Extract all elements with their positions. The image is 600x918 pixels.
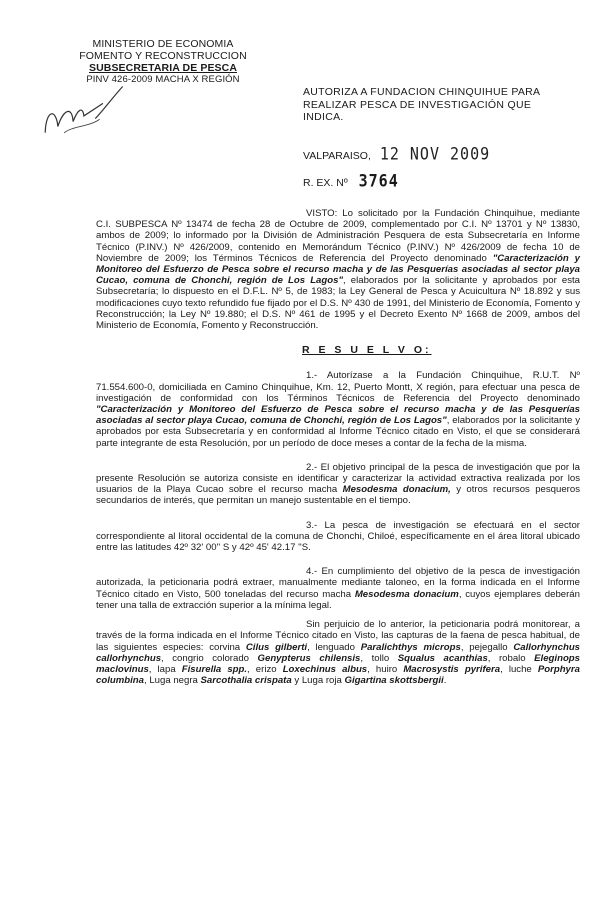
spacer	[96, 611, 580, 619]
species-list-text: , robalo	[487, 652, 535, 664]
section-2-text-2: y otros recursos pesqueros secundarios de interés, que permitan un manejo sustentable en el tiempo.	[96, 484, 580, 507]
species-name: Sarcothalia crispata	[200, 675, 292, 687]
species-list-text: , pejegallo	[460, 641, 514, 653]
species-list-text: , lenguado	[307, 641, 361, 653]
resolution-number: 3764	[358, 170, 399, 192]
species-name: Squalus acanthias	[397, 652, 488, 664]
species-name: Callorhynchus callorhynchus	[96, 641, 581, 664]
section-4-text-1: 4.- En cumplimiento del objetivo de la pesca de investigación autorizada, la peticionaria podrá extraer, manualmente mediante taloneo, en la forma indicada en el Informe Técnico citado en Visto, 500 toneladas del recurso macha	[96, 566, 580, 600]
species-name: Porphyra columbina	[96, 663, 580, 687]
species-list-text: , congrio colorado	[161, 652, 258, 664]
resolution-subject: AUTORIZA A FUNDACION CHINQUIHUE PARA REALIZAR PESCA DE INVESTIGACIÓN QUE INDICA.	[303, 86, 540, 123]
section-5-paragraph	[96, 619, 580, 686]
letterhead	[68, 38, 258, 86]
section-2-text-1: 2.- El objetivo principal de la pesca de investigación que por la presente Resolución se autoriza consiste en identificar y caracterizar la actividad extractiva realizada por los usuarios de la Playa Cucao sobre el recurso macha	[96, 461, 580, 496]
ministry-line-1: MINISTERIO DE ECONOMIA	[92, 38, 234, 50]
spacer	[96, 507, 580, 520]
spacer	[96, 449, 580, 462]
ministry-line-2: FOMENTO Y RECONSTRUCCION	[79, 50, 247, 62]
species-list-text: , huiro	[367, 663, 404, 675]
species-list-text: , Luga negra	[143, 675, 201, 687]
section-1-text-2: , elaborados por la solicitante y aprobados por esta Subsecretaría y en conformidad al Informe Técnico citado en Visto, el que se considerará parte integrante de esta Resolución, por un período de doce meses a contar de la fecha de la misma.	[96, 415, 580, 449]
place-date-line	[303, 145, 490, 163]
place-label: VALPARAISO,	[303, 150, 371, 162]
species-list-text: , lapa	[148, 663, 182, 675]
visto-text-1: VISTO: Lo solicitado por la Fundación Chinquihue, mediante C.I. SUBPESCA Nº 13474 de fecha 28 de Octubre de 2009, complementado por C.I. Nº 13701 y Nº 13830, ambos de 2009; lo informado por la División de Administración Pesquera de esta Subsecretaría en Informe Técnico (P.INV.) Nº 426/2009, contenido en Memorándum Técnico (P.INV.) Nº 426/2009 de fecha 10 de Noviembre de 2009; los Términos Técnicos de Referencia del Proyecto denominado	[96, 208, 580, 264]
species-list-text: , tollo	[360, 652, 398, 664]
subsecretaria-line: SUBSECRETARIA DE PESCA	[88, 62, 238, 74]
reference-line: PINV 426-2009 MACHA X REGIÓN	[86, 74, 240, 85]
species-name: Eleginops maclovinus	[96, 652, 580, 675]
species-list-text: Sin perjuicio de lo anterior, la peticionaria podrá monitorear, a través de la forma indicada en el Informe Técnico citado en Visto, las capturas de la faena de pesca habitual, de las siguientes especies: corvina	[96, 619, 580, 653]
section-3-paragraph: 3.- La pesca de investigación se efectuará en el sector correspondiente al litoral occidental de la comuna de Chonchi, Chiloé, específicamente en el área litoral ubicado entre las latitudes 42º 32' 00'' S y 42º 45' 42.17 ''S.	[96, 519, 580, 554]
species-name: Loxechinus albus	[282, 663, 368, 675]
resolution-number-line	[303, 172, 399, 190]
species-name: Paralichthys microps	[360, 641, 461, 653]
species-name: Cilus gilberti	[245, 641, 308, 653]
resuelvo-heading	[302, 345, 580, 356]
species-list-text: y Luga roja	[291, 675, 345, 687]
section-1-text-1: 1.- Autorízase a la Fundación Chinquihue, R.U.T. Nº 71.554.600-0, domiciliada en Camino Chinquihue, Km. 12, Puerto Montt, X región, para efectuar una pesca de investigación de conformidad con los Términos Técnicos de Referencia del Proyecto denominado	[96, 370, 580, 404]
visto-text-2: , elaborados por la solicitante y aprobados por esta Subsecretaría; lo dispuesto en el D.F.L. Nº 5, de 1983; la Ley General de Pesca y Acuicultura Nº 18.892 y sus modificaciones cuyo texto refundido fue fijado por el D.S. Nº 430 de 1991, del Ministerio de Economía, Fomento y Reconstrucción; la Ley Nº 19.880; el D.S. Nº 461 de 1995 y el Decreto Exento Nº 1668 de 2009, ambos del Ministerio de Economía, Fomento y Reconstrucción.	[96, 275, 581, 332]
resolution-label: R. EX. Nº	[303, 177, 348, 189]
species-name: Macrosystis pyrifera	[403, 663, 501, 675]
date-stamp: 12 NOV 2009	[379, 144, 491, 164]
section-4-text-2: , cuyos ejemplares deberán tener una talla de extracción superior a la mínima legal.	[96, 588, 580, 611]
section-2-species: Mesodesma donacium,	[342, 484, 451, 496]
section-4-paragraph	[96, 566, 580, 611]
species-list-text: .	[443, 675, 447, 687]
resuelvo-heading-text: R E S U E L V O:	[302, 344, 432, 357]
species-list-text: , luche	[500, 663, 538, 675]
visto-paragraph	[96, 208, 580, 331]
species-name: Gigartina skottsbergii	[344, 675, 444, 687]
species-list-text: , erizo	[247, 663, 283, 675]
section-1-paragraph	[96, 370, 580, 448]
spacer	[96, 553, 580, 566]
section-4-species: Mesodesma donacium	[354, 588, 459, 600]
document-body	[96, 208, 580, 686]
visto-project-title: "Caracterización y Monitoreo del Esfuerzo de Pesca sobre el recurso macha y de las Pesquerías asociadas al sector playa Cucao, comuna de Chonchi, región de Los Lagos"	[96, 252, 580, 287]
section-1-project-title: "Caracterización y Monitoreo del Esfuerzo de Pesca sobre el recurso macha y de las Pesquerías asociadas al sector playa Cucao, comuna de Chonchi, región de Los Lagos"	[96, 404, 580, 427]
section-2-paragraph	[96, 462, 580, 507]
species-name: Fisurella spp.	[181, 663, 248, 675]
species-name: Genypterus chilensis	[257, 652, 361, 664]
